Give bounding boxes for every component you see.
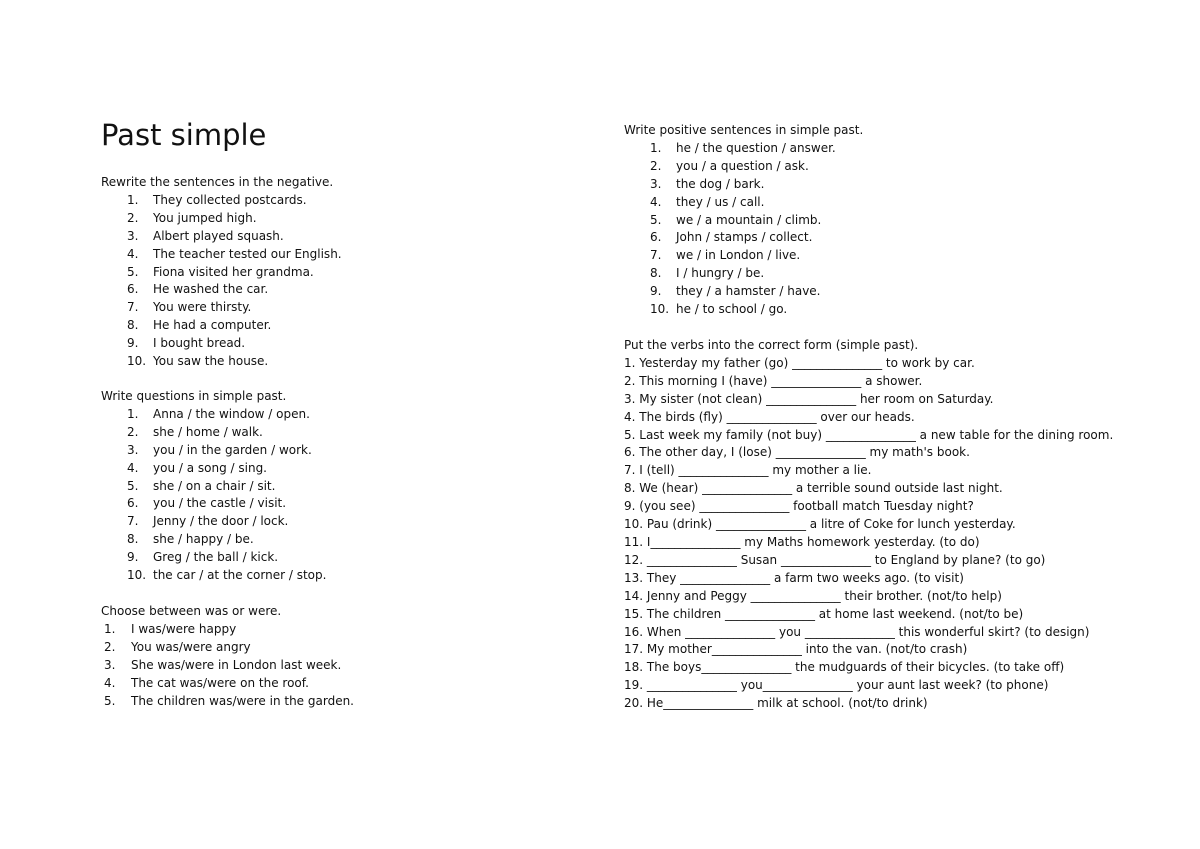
list-item	[624, 247, 863, 265]
item-text: he / the question / answer.	[676, 140, 836, 155]
section-was-were	[101, 603, 354, 710]
item-text: He washed the car.	[153, 282, 269, 297]
item-number: 1.	[127, 406, 139, 421]
item-text: I bought bread.	[153, 336, 246, 351]
item-number: 9.	[127, 336, 139, 351]
fill-in-sentence: 2. This morning I (have) _______________ a shower.	[624, 373, 923, 388]
item-number: 6.	[127, 496, 139, 511]
list-item	[101, 192, 342, 210]
section-heading: Put the verbs into the correct form (simple past).	[624, 338, 919, 352]
list-item	[624, 301, 863, 319]
item-text: the dog / bark.	[676, 176, 765, 191]
list-item	[624, 194, 863, 212]
item-text: you / in the garden / work.	[153, 442, 312, 457]
fill-in-sentence: 7. I (tell) _______________ my mother a lie.	[624, 463, 872, 478]
item-number: 3.	[127, 228, 139, 243]
section-negative	[101, 174, 342, 371]
item-number: 10.	[127, 568, 147, 583]
list-item	[101, 549, 326, 567]
list-item	[101, 353, 342, 371]
section-heading: Write questions in simple past.	[101, 389, 287, 403]
exercise-list	[101, 192, 342, 371]
list-item	[101, 639, 354, 657]
item-number: 3.	[104, 657, 116, 672]
item-text: Greg / the ball / kick.	[153, 550, 279, 565]
item-text: Jenny / the door / lock.	[153, 514, 289, 529]
item-text: they / us / call.	[676, 194, 765, 209]
fill-in-sentence: 20. He_______________ milk at school. (not/to drink)	[624, 696, 928, 711]
list-item	[101, 335, 342, 353]
item-number: 4.	[650, 194, 662, 209]
section-heading: Write positive sentences in simple past.	[624, 123, 864, 137]
item-number: 7.	[650, 248, 662, 263]
fill-in-sentence: 14. Jenny and Peggy _______________ their brother. (not/to help)	[624, 588, 1002, 603]
exercise-list	[101, 406, 326, 585]
item-text: She was/were in London last week.	[131, 657, 342, 672]
item-number: 3.	[650, 176, 662, 191]
item-text: John / stamps / collect.	[676, 230, 813, 245]
exercise-list	[624, 140, 863, 319]
item-number: 5.	[127, 264, 139, 279]
item-text: she / on a chair / sit.	[153, 478, 276, 493]
item-text: You were thirsty.	[153, 300, 252, 315]
item-text: you / the castle / visit.	[153, 496, 287, 511]
item-text: you / a song / sing.	[153, 460, 267, 475]
item-number: 2.	[127, 210, 139, 225]
item-number: 9.	[650, 284, 662, 299]
list-item	[101, 406, 326, 424]
item-text: he / to school / go.	[676, 302, 788, 317]
item-text: the car / at the corner / stop.	[153, 568, 327, 583]
fill-in-sentence: 11. I_______________ my Maths homework yesterday. (to do)	[624, 534, 980, 549]
fill-in-sentence: 16. When _______________ you _______________ this wonderful skirt? (to design)	[624, 624, 1090, 639]
item-number: 9.	[127, 550, 139, 565]
list-item	[101, 460, 326, 478]
item-text: I was/were happy	[131, 621, 237, 636]
item-number: 4.	[104, 675, 116, 690]
list-item	[101, 567, 326, 585]
item-number: 1.	[104, 621, 116, 636]
item-number: 7.	[127, 514, 139, 529]
item-text: They collected postcards.	[153, 192, 307, 207]
item-text: she / happy / be.	[153, 532, 254, 547]
item-number: 7.	[127, 300, 139, 315]
item-number: 8.	[650, 266, 662, 281]
list-item	[101, 478, 326, 496]
list-item	[624, 229, 863, 247]
section-positive	[624, 122, 863, 319]
item-number: 8.	[127, 318, 139, 333]
item-number: 2.	[127, 424, 139, 439]
item-text: You saw the house.	[153, 354, 269, 369]
item-text: Fiona visited her grandma.	[153, 264, 314, 279]
list-item	[101, 531, 326, 549]
list-item	[101, 264, 342, 282]
list-item	[101, 657, 354, 675]
item-number: 1.	[127, 192, 139, 207]
list-item	[101, 246, 342, 264]
list-item	[101, 675, 354, 693]
fill-in-sentence: 17. My mother_______________ into the van. (not/to crash)	[624, 642, 968, 657]
fill-in-sentence: 1. Yesterday my father (go) _______________ to work by car.	[624, 355, 975, 370]
item-number: 8.	[127, 532, 139, 547]
fill-in-sentence: 4. The birds (fly) _______________ over our heads.	[624, 409, 915, 424]
fill-in-sentence: 18. The boys_______________ the mudguards of their bicycles. (to take off)	[624, 660, 1065, 675]
item-text: He had a computer.	[153, 318, 272, 333]
fill-in-sentence: 5. Last week my family (not buy) _______________ a new table for the dining room.	[624, 427, 1114, 442]
list-item	[101, 621, 354, 639]
list-item	[101, 210, 342, 228]
item-text: they / a hamster / have.	[676, 284, 821, 299]
item-number: 1.	[650, 140, 662, 155]
fill-in-sentence: 9. (you see) _______________ football match Tuesday night?	[624, 499, 974, 514]
item-number: 3.	[127, 442, 139, 457]
fill-in-sentence: 6. The other day, I (lose) _______________ my math's book.	[624, 445, 970, 460]
list-item	[624, 176, 863, 194]
item-number: 10.	[650, 302, 670, 317]
item-text: Anna / the window / open.	[153, 406, 310, 421]
item-text: she / home / walk.	[153, 424, 263, 439]
item-text: you / a question / ask.	[676, 158, 809, 173]
item-number: 6.	[650, 230, 662, 245]
item-text: The teacher tested our English.	[153, 246, 342, 261]
section-heading: Rewrite the sentences in the negative.	[101, 175, 334, 189]
fill-in-list	[624, 355, 1113, 713]
item-text: You jumped high.	[153, 210, 257, 225]
item-number: 5.	[104, 693, 116, 708]
fill-in-sentence: 8. We (hear) _______________ a terrible sound outside last night.	[624, 481, 1003, 496]
item-text: I / hungry / be.	[676, 266, 765, 281]
list-item	[624, 212, 863, 230]
item-number: 6.	[127, 282, 139, 297]
list-item	[624, 140, 863, 158]
item-text: The cat was/were on the roof.	[131, 675, 309, 690]
item-number: 4.	[127, 460, 139, 475]
item-number: 4.	[127, 246, 139, 261]
item-text: Albert played squash.	[153, 228, 284, 243]
list-item	[101, 693, 354, 711]
fill-in-sentence: 3. My sister (not clean) _______________ her room on Saturday.	[624, 391, 994, 406]
fill-in-sentence: 13. They _______________ a farm two weeks ago. (to visit)	[624, 570, 964, 585]
fill-in-sentence: 12. _______________ Susan _______________ to England by plane? (to go)	[624, 552, 1046, 567]
item-text: we / in London / live.	[676, 248, 801, 263]
section-heading: Choose between was or were.	[101, 604, 282, 618]
item-number: 5.	[650, 212, 662, 227]
fill-in-sentence: 19. _______________ you_______________ your aunt last week? (to phone)	[624, 678, 1049, 693]
item-number: 2.	[104, 639, 116, 654]
list-item	[101, 228, 342, 246]
item-number: 10.	[127, 354, 147, 369]
list-item	[101, 495, 326, 513]
list-item	[101, 317, 342, 335]
fill-in-sentence: 10. Pau (drink) _______________ a litre of Coke for lunch yesterday.	[624, 517, 1016, 532]
list-item	[101, 442, 326, 460]
list-item	[101, 281, 342, 299]
list-item	[624, 283, 863, 301]
list-item	[624, 265, 863, 283]
item-text: The children was/were in the garden.	[131, 693, 354, 708]
page-title: Past simple	[101, 118, 267, 152]
item-text: You was/were angry	[131, 639, 251, 654]
list-item	[101, 424, 326, 442]
list-item	[101, 513, 326, 531]
exercise-list	[101, 621, 354, 711]
section-verbs	[624, 337, 1113, 713]
section-questions	[101, 388, 326, 585]
list-item	[101, 299, 342, 317]
fill-in-sentence: 15. The children _______________ at home last weekend. (not/to be)	[624, 606, 1024, 621]
item-number: 2.	[650, 158, 662, 173]
item-text: we / a mountain / climb.	[676, 212, 822, 227]
item-number: 5.	[127, 478, 139, 493]
list-item	[624, 158, 863, 176]
